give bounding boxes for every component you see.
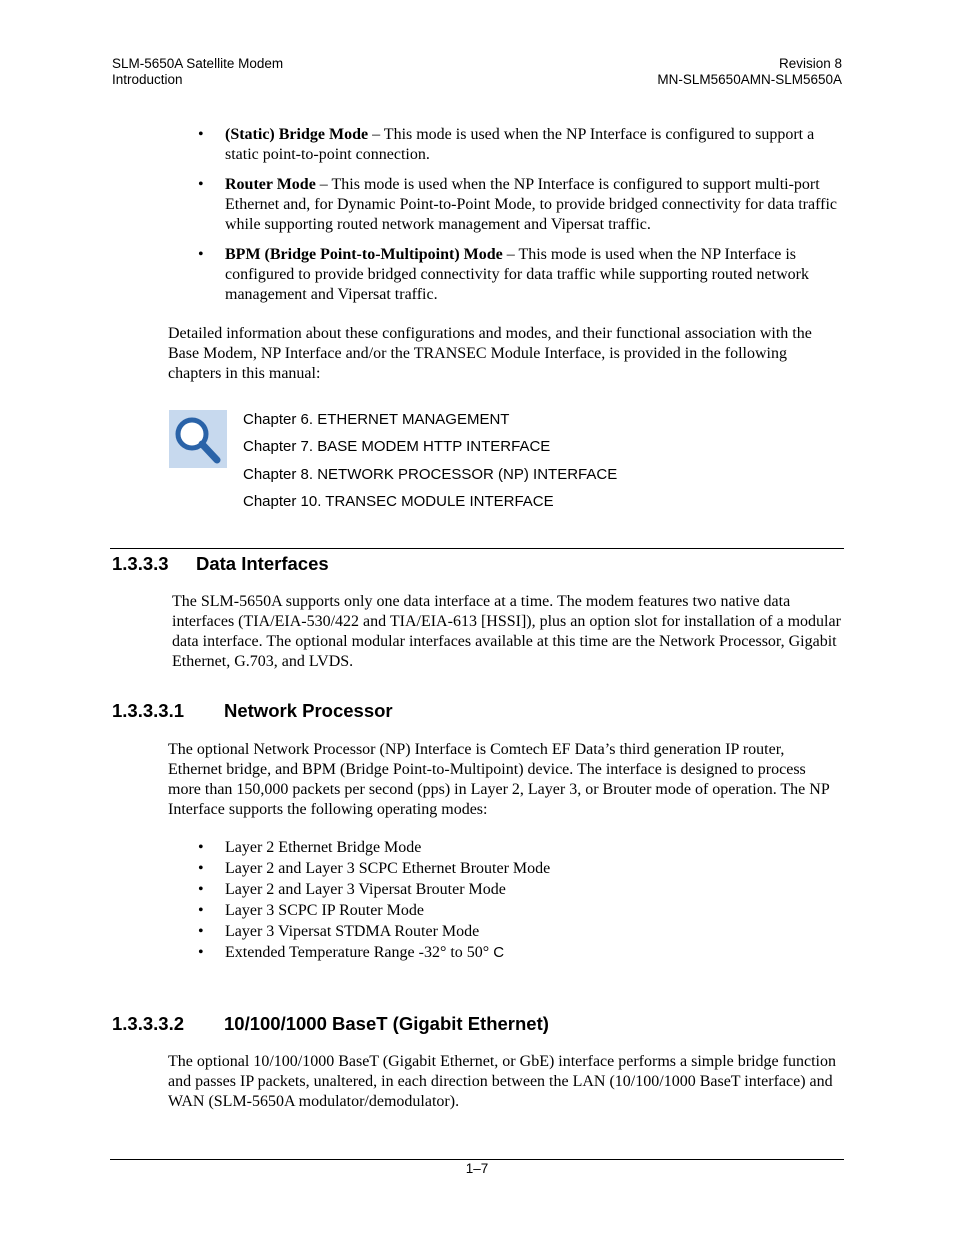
section-heading-data-interfaces	[112, 553, 329, 575]
temperature-range: Extended Temperature Range -32° to 50°	[225, 944, 494, 961]
mode-description: – This mode is used when the NP Interface is configured to support multi-port Ethernet and, for Dynamic Point-to-Point Mode, to provide bridged connectivity for data traffic while supporting routed network management and Vipersat traffic.	[225, 176, 837, 233]
list-item	[195, 175, 845, 235]
list-item	[195, 943, 815, 963]
list-item	[195, 125, 845, 165]
section-title: Data Interfaces	[196, 553, 329, 574]
chapter-reference: Chapter 7. BASE MODEM HTTP INTERFACE	[243, 438, 551, 456]
list-item: • Layer 3 Vipersat STDMA Router Mode	[195, 922, 815, 942]
mode-description: – This mode is used when the NP Interface is configured to provide bridged connectivity for data traffic while supporting routed network management and Vipersat traffic.	[225, 246, 809, 303]
operating-mode-list	[195, 838, 815, 964]
chapter-reference-list	[243, 406, 617, 515]
section-title: Network Processor	[224, 700, 393, 721]
mode-term: BPM (Bridge Point-to-Multipoint) Mode	[225, 246, 503, 263]
running-header-left	[112, 56, 283, 88]
chapter-reference: Chapter 10. TRANSEC MODULE INTERFACE	[243, 492, 554, 510]
chapter-reference: Chapter 6. ETHERNET MANAGEMENT	[243, 411, 510, 428]
data-interfaces-paragraph: The SLM-5650A supports only one data interface at a time. The modem features two native data interfaces (TIA/EIA-530/422 and TIA/EIA-613 [HSSI]), plus an option slot for installation of a modular data interface. The optional modular interfaces available at this time are the Network Processor, Gigabit Ethernet, G.703, and LVDS.	[172, 593, 841, 670]
section-heading-gigabit-ethernet	[112, 1013, 549, 1035]
footer-divider	[110, 1159, 844, 1160]
header-revision: Revision 8	[778, 56, 842, 71]
section-divider	[110, 548, 844, 549]
chapter-reference: Chapter 8. NETWORK PROCESSOR (NP) INTERFACE	[243, 465, 618, 483]
intro-paragraph: Detailed information about these configurations and modes, and their functional association with the Base Modem, NP Interface and/or the TRANSEC Module Interface, is provided in the following chapters in this manual:	[168, 325, 812, 382]
section-heading-network-processor	[112, 700, 393, 722]
network-processor-paragraph: The optional Network Processor (NP) Interface is Comtech EF Data’s third generation IP router, Ethernet bridge, and BPM (Bridge Point-to-Multipoint) device. The interface is designed to process more than 150,000 packets per second (pps) in Layer 2, Layer 3, or Brouter mode of operation. The NP Interface supports the following operating modes:	[168, 741, 830, 818]
gigabit-ethernet-paragraph: The optional 10/100/1000 BaseT (Gigabit Ethernet, or GbE) interface performs a simple bridge function and passes IP packets, unaltered, in each direction between the LAN (10/100/1000 BaseT interface) and WAN (SLM-5650A modulator/demodulator).	[168, 1053, 836, 1110]
section-number: 1.3.3.3.2	[112, 1013, 185, 1034]
list-item: • Layer 2 Ethernet Bridge Mode	[195, 838, 815, 858]
section-number: 1.3.3.3.1	[112, 700, 185, 721]
mode-list	[195, 125, 845, 315]
magnifier-icon	[169, 410, 227, 468]
list-item: • Layer 2 and Layer 3 Vipersat Brouter Mode	[195, 880, 815, 900]
list-item: • Layer 2 and Layer 3 SCPC Ethernet Brouter Mode	[195, 859, 815, 879]
page-number: 1–7	[465, 1161, 489, 1176]
mode-term: (Static) Bridge Mode	[225, 126, 369, 143]
section-title: 10/100/1000 BaseT (Gigabit Ethernet)	[224, 1013, 549, 1034]
running-header-right	[657, 56, 842, 88]
header-chapter: Introduction	[112, 72, 183, 87]
temperature-unit: C	[493, 944, 505, 961]
header-doc-number: MN-SLM5650AMN-SLM5650A	[657, 72, 842, 87]
header-product: SLM-5650A Satellite Modem	[112, 56, 284, 71]
mode-description: – This mode is used when the NP Interface is configured to support a static point-to-point connection.	[225, 126, 815, 163]
mode-term: Router Mode	[225, 176, 316, 193]
list-item	[195, 245, 845, 305]
list-item: • Layer 3 SCPC IP Router Mode	[195, 901, 815, 921]
section-number: 1.3.3.3	[112, 553, 169, 574]
